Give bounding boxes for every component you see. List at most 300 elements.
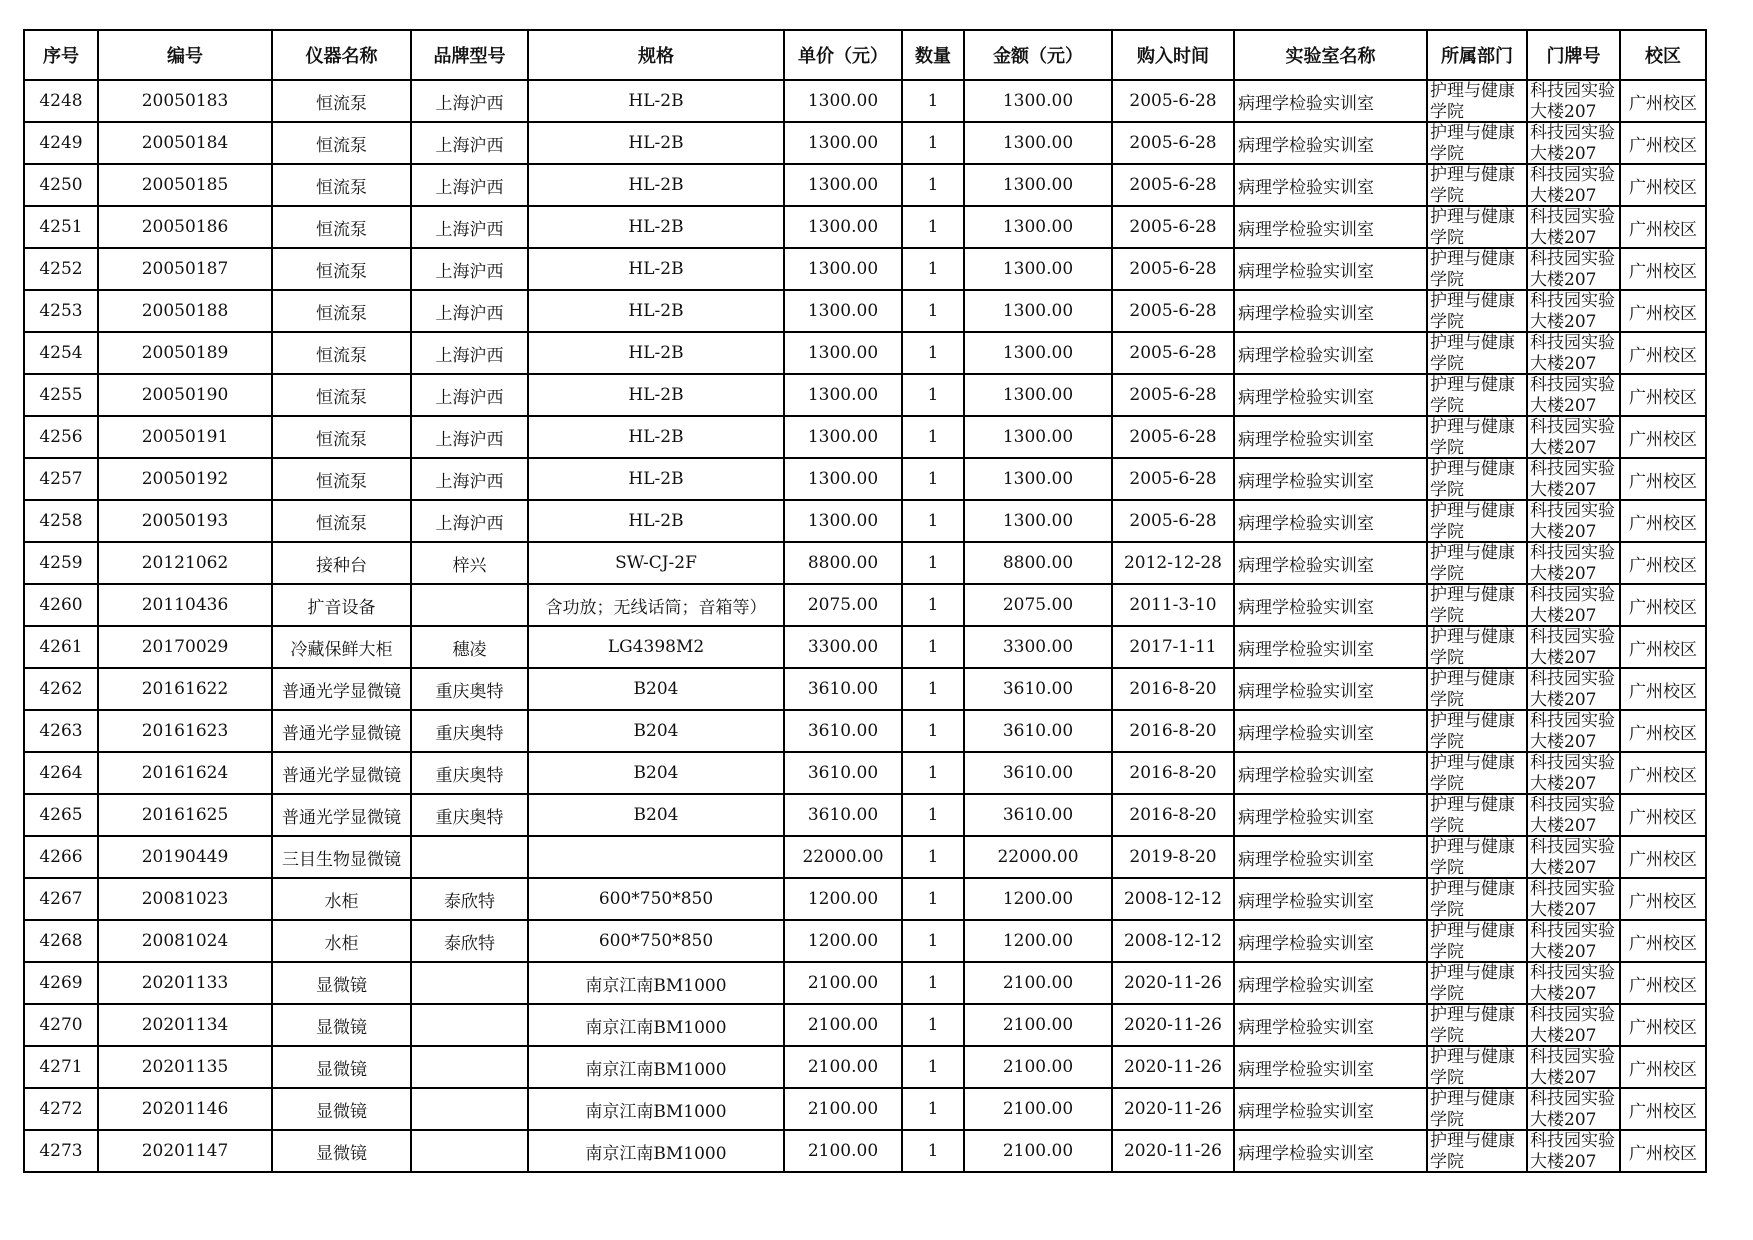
lab-name-cell: 病理学检验实训室 (1234, 458, 1427, 500)
table-row (24, 836, 1706, 878)
room-number-text: 科技园实验大楼207 (1530, 1047, 1615, 1087)
room-number-cell (1527, 248, 1620, 290)
brand-model-cell: 上海沪西 (411, 374, 528, 416)
department-cell (1427, 920, 1527, 962)
index-cell: 4266 (24, 836, 98, 878)
table-row (24, 920, 1706, 962)
department-text: 护理与健康学院 (1430, 207, 1515, 247)
asset-number-cell: 20050184 (98, 122, 272, 164)
room-number-text: 科技园实验大楼207 (1530, 711, 1615, 751)
index-cell: 4268 (24, 920, 98, 962)
unit-price-cell: 1200.00 (784, 920, 902, 962)
department-cell (1427, 122, 1527, 164)
purchase-date-cell: 2020-11-26 (1112, 1004, 1234, 1046)
asset-number-cell: 20161623 (98, 710, 272, 752)
amount-cell: 22000.00 (964, 836, 1112, 878)
campus-cell: 广州校区 (1620, 962, 1706, 1004)
purchase-date-cell: 2020-11-26 (1112, 1130, 1234, 1172)
asset-number-cell: 20201135 (98, 1046, 272, 1088)
unit-price-cell: 2100.00 (784, 1130, 902, 1172)
header-row (24, 30, 1706, 80)
table-row (24, 1088, 1706, 1130)
lab-name-cell: 病理学检验实训室 (1234, 1130, 1427, 1172)
amount-cell: 1300.00 (964, 500, 1112, 542)
purchase-date-cell: 2005-6-28 (1112, 164, 1234, 206)
brand-model-cell: 上海沪西 (411, 164, 528, 206)
room-number-cell (1527, 1130, 1620, 1172)
department-cell (1427, 500, 1527, 542)
department-text: 护理与健康学院 (1430, 1005, 1515, 1045)
index-cell: 4265 (24, 794, 98, 836)
instrument-name-cell: 接种台 (272, 542, 411, 584)
brand-model-cell: 上海沪西 (411, 80, 528, 122)
unit-price-cell: 1300.00 (784, 458, 902, 500)
asset-number-cell: 20201134 (98, 1004, 272, 1046)
unit-price-cell: 2100.00 (784, 962, 902, 1004)
lab-name-cell: 病理学检验实训室 (1234, 836, 1427, 878)
amount-cell: 1300.00 (964, 80, 1112, 122)
specification-cell: HL-2B (528, 290, 784, 332)
unit-price-cell: 2075.00 (784, 584, 902, 626)
brand-model-cell: 泰欣特 (411, 920, 528, 962)
brand-model-cell: 上海沪西 (411, 458, 528, 500)
amount-cell: 2100.00 (964, 1130, 1112, 1172)
department-text: 护理与健康学院 (1430, 543, 1515, 583)
instrument-name-cell: 水柜 (272, 920, 411, 962)
asset-number-cell: 20190449 (98, 836, 272, 878)
department-text: 护理与健康学院 (1430, 1131, 1515, 1171)
purchase-date-cell: 2016-8-20 (1112, 794, 1234, 836)
amount-cell: 3610.00 (964, 794, 1112, 836)
campus-cell: 广州校区 (1620, 290, 1706, 332)
col-header-department: 所属部门 (1427, 30, 1527, 80)
room-number-text: 科技园实验大楼207 (1530, 333, 1615, 373)
lab-name-cell: 病理学检验实训室 (1234, 1088, 1427, 1130)
col-header-room-number: 门牌号 (1527, 30, 1620, 80)
quantity-cell: 1 (902, 374, 964, 416)
table-row (24, 206, 1706, 248)
instrument-name-cell: 冷藏保鲜大柜 (272, 626, 411, 668)
instrument-name-cell: 三目生物显微镜 (272, 836, 411, 878)
instrument-name-cell: 恒流泵 (272, 122, 411, 164)
lab-name-cell: 病理学检验实训室 (1234, 80, 1427, 122)
instrument-name-cell: 恒流泵 (272, 332, 411, 374)
department-cell (1427, 962, 1527, 1004)
amount-cell: 3610.00 (964, 752, 1112, 794)
specification-cell: HL-2B (528, 206, 784, 248)
specification-cell: HL-2B (528, 458, 784, 500)
brand-model-cell: 上海沪西 (411, 206, 528, 248)
department-cell (1427, 878, 1527, 920)
department-text: 护理与健康学院 (1430, 837, 1515, 877)
room-number-cell (1527, 458, 1620, 500)
unit-price-cell: 22000.00 (784, 836, 902, 878)
index-cell: 4250 (24, 164, 98, 206)
table-row (24, 1130, 1706, 1172)
brand-model-cell: 重庆奥特 (411, 710, 528, 752)
campus-cell: 广州校区 (1620, 920, 1706, 962)
lab-name-cell: 病理学检验实训室 (1234, 248, 1427, 290)
asset-number-cell: 20050189 (98, 332, 272, 374)
asset-number-cell: 20081023 (98, 878, 272, 920)
purchase-date-cell: 2005-6-28 (1112, 248, 1234, 290)
brand-model-cell: 上海沪西 (411, 416, 528, 458)
department-text: 护理与健康学院 (1430, 669, 1515, 709)
purchase-date-cell: 2016-8-20 (1112, 668, 1234, 710)
amount-cell: 3610.00 (964, 710, 1112, 752)
asset-number-cell: 20050192 (98, 458, 272, 500)
room-number-text: 科技园实验大楼207 (1530, 1089, 1615, 1129)
room-number-text: 科技园实验大楼207 (1530, 249, 1615, 289)
department-text: 护理与健康学院 (1430, 81, 1515, 121)
specification-cell: HL-2B (528, 416, 784, 458)
table-row (24, 416, 1706, 458)
room-number-cell (1527, 584, 1620, 626)
room-number-cell (1527, 668, 1620, 710)
table-row (24, 332, 1706, 374)
room-number-text: 科技园实验大楼207 (1530, 879, 1615, 919)
amount-cell: 1300.00 (964, 164, 1112, 206)
table-row (24, 500, 1706, 542)
room-number-text: 科技园实验大楼207 (1530, 375, 1615, 415)
amount-cell: 2100.00 (964, 1046, 1112, 1088)
room-number-text: 科技园实验大楼207 (1530, 1131, 1615, 1171)
quantity-cell: 1 (902, 332, 964, 374)
lab-name-cell: 病理学检验实训室 (1234, 290, 1427, 332)
campus-cell: 广州校区 (1620, 206, 1706, 248)
department-text: 护理与健康学院 (1430, 585, 1515, 625)
department-text: 护理与健康学院 (1430, 795, 1515, 835)
lab-name-cell: 病理学检验实训室 (1234, 332, 1427, 374)
quantity-cell: 1 (902, 206, 964, 248)
room-number-text: 科技园实验大楼207 (1530, 963, 1615, 1003)
brand-model-cell: 上海沪西 (411, 500, 528, 542)
amount-cell: 3300.00 (964, 626, 1112, 668)
campus-cell: 广州校区 (1620, 458, 1706, 500)
room-number-cell (1527, 962, 1620, 1004)
room-number-text: 科技园实验大楼207 (1530, 585, 1615, 625)
department-cell (1427, 206, 1527, 248)
lab-name-cell: 病理学检验实训室 (1234, 542, 1427, 584)
specification-cell (528, 836, 784, 878)
instrument-name-cell: 扩音设备 (272, 584, 411, 626)
brand-model-cell: 重庆奥特 (411, 752, 528, 794)
index-cell: 4261 (24, 626, 98, 668)
table-row (24, 122, 1706, 164)
room-number-cell (1527, 1088, 1620, 1130)
unit-price-cell: 2100.00 (784, 1088, 902, 1130)
instrument-name-cell: 普通光学显微镜 (272, 668, 411, 710)
asset-number-cell: 20050193 (98, 500, 272, 542)
room-number-cell (1527, 206, 1620, 248)
room-number-text: 科技园实验大楼207 (1530, 795, 1615, 835)
amount-cell: 1300.00 (964, 416, 1112, 458)
room-number-cell (1527, 878, 1620, 920)
department-text: 护理与健康学院 (1430, 249, 1515, 289)
purchase-date-cell: 2020-11-26 (1112, 1046, 1234, 1088)
department-text: 护理与健康学院 (1430, 165, 1515, 205)
campus-cell: 广州校区 (1620, 836, 1706, 878)
campus-cell: 广州校区 (1620, 794, 1706, 836)
department-cell (1427, 374, 1527, 416)
instrument-name-cell: 恒流泵 (272, 290, 411, 332)
lab-name-cell: 病理学检验实训室 (1234, 920, 1427, 962)
table-row (24, 80, 1706, 122)
asset-number-cell: 20050188 (98, 290, 272, 332)
lab-name-cell: 病理学检验实训室 (1234, 374, 1427, 416)
table-row (24, 1046, 1706, 1088)
unit-price-cell: 2100.00 (784, 1046, 902, 1088)
col-header-unit-price: 单价（元） (784, 30, 902, 80)
room-number-cell (1527, 794, 1620, 836)
amount-cell: 1300.00 (964, 206, 1112, 248)
unit-price-cell: 3610.00 (784, 752, 902, 794)
brand-model-cell (411, 1004, 528, 1046)
department-cell (1427, 1046, 1527, 1088)
room-number-text: 科技园实验大楼207 (1530, 291, 1615, 331)
purchase-date-cell: 2005-6-28 (1112, 500, 1234, 542)
instrument-name-cell: 恒流泵 (272, 500, 411, 542)
department-cell (1427, 710, 1527, 752)
department-cell (1427, 752, 1527, 794)
specification-cell: B204 (528, 752, 784, 794)
asset-number-cell: 20050190 (98, 374, 272, 416)
asset-number-cell: 20161622 (98, 668, 272, 710)
brand-model-cell (411, 584, 528, 626)
index-cell: 4253 (24, 290, 98, 332)
department-text: 护理与健康学院 (1430, 417, 1515, 457)
index-cell: 4263 (24, 710, 98, 752)
instrument-name-cell: 普通光学显微镜 (272, 794, 411, 836)
asset-number-cell: 20201146 (98, 1088, 272, 1130)
purchase-date-cell: 2016-8-20 (1112, 752, 1234, 794)
instrument-name-cell: 恒流泵 (272, 164, 411, 206)
campus-cell: 广州校区 (1620, 1130, 1706, 1172)
index-cell: 4264 (24, 752, 98, 794)
room-number-text: 科技园实验大楼207 (1530, 123, 1615, 163)
table-row (24, 374, 1706, 416)
unit-price-cell: 1300.00 (784, 416, 902, 458)
index-cell: 4248 (24, 80, 98, 122)
room-number-text: 科技园实验大楼207 (1530, 669, 1615, 709)
department-cell (1427, 290, 1527, 332)
brand-model-cell: 梓兴 (411, 542, 528, 584)
table-row (24, 542, 1706, 584)
purchase-date-cell: 2005-6-28 (1112, 206, 1234, 248)
purchase-date-cell: 2005-6-28 (1112, 416, 1234, 458)
purchase-date-cell: 2020-11-26 (1112, 962, 1234, 1004)
room-number-cell (1527, 542, 1620, 584)
department-cell (1427, 584, 1527, 626)
instrument-name-cell: 恒流泵 (272, 206, 411, 248)
lab-name-cell: 病理学检验实训室 (1234, 416, 1427, 458)
quantity-cell: 1 (902, 626, 964, 668)
index-cell: 4267 (24, 878, 98, 920)
asset-number-cell: 20050187 (98, 248, 272, 290)
unit-price-cell: 1300.00 (784, 248, 902, 290)
table-header (24, 30, 1706, 80)
index-cell: 4260 (24, 584, 98, 626)
lab-name-cell: 病理学检验实训室 (1234, 584, 1427, 626)
room-number-cell (1527, 710, 1620, 752)
table-row (24, 668, 1706, 710)
specification-cell: HL-2B (528, 80, 784, 122)
quantity-cell: 1 (902, 920, 964, 962)
table-row (24, 710, 1706, 752)
table-row (24, 290, 1706, 332)
room-number-cell (1527, 920, 1620, 962)
unit-price-cell: 1300.00 (784, 374, 902, 416)
index-cell: 4255 (24, 374, 98, 416)
brand-model-cell: 上海沪西 (411, 290, 528, 332)
specification-cell: 600*750*850 (528, 920, 784, 962)
amount-cell: 1300.00 (964, 122, 1112, 164)
index-cell: 4270 (24, 1004, 98, 1046)
asset-number-cell: 20201133 (98, 962, 272, 1004)
lab-name-cell: 病理学检验实训室 (1234, 752, 1427, 794)
amount-cell: 3610.00 (964, 668, 1112, 710)
specification-cell: HL-2B (528, 164, 784, 206)
col-header-asset-number: 编号 (98, 30, 272, 80)
department-cell (1427, 836, 1527, 878)
instrument-name-cell: 显微镜 (272, 1004, 411, 1046)
unit-price-cell: 1300.00 (784, 332, 902, 374)
index-cell: 4251 (24, 206, 98, 248)
unit-price-cell: 1300.00 (784, 206, 902, 248)
index-cell: 4252 (24, 248, 98, 290)
unit-price-cell: 1200.00 (784, 878, 902, 920)
room-number-cell (1527, 500, 1620, 542)
amount-cell: 2100.00 (964, 962, 1112, 1004)
department-cell (1427, 416, 1527, 458)
asset-number-cell: 20201147 (98, 1130, 272, 1172)
department-text: 护理与健康学院 (1430, 333, 1515, 373)
unit-price-cell: 1300.00 (784, 500, 902, 542)
room-number-text: 科技园实验大楼207 (1530, 837, 1615, 877)
purchase-date-cell: 2005-6-28 (1112, 80, 1234, 122)
lab-name-cell: 病理学检验实训室 (1234, 500, 1427, 542)
unit-price-cell: 2100.00 (784, 1004, 902, 1046)
instrument-name-cell: 显微镜 (272, 1088, 411, 1130)
lab-name-cell: 病理学检验实训室 (1234, 1046, 1427, 1088)
department-cell (1427, 668, 1527, 710)
purchase-date-cell: 2017-1-11 (1112, 626, 1234, 668)
instrument-name-cell: 普通光学显微镜 (272, 710, 411, 752)
brand-model-cell: 上海沪西 (411, 122, 528, 164)
instrument-name-cell: 显微镜 (272, 1046, 411, 1088)
lab-name-cell: 病理学检验实训室 (1234, 626, 1427, 668)
room-number-text: 科技园实验大楼207 (1530, 165, 1615, 205)
specification-cell: B204 (528, 668, 784, 710)
brand-model-cell: 穗凌 (411, 626, 528, 668)
department-cell (1427, 164, 1527, 206)
campus-cell: 广州校区 (1620, 80, 1706, 122)
campus-cell: 广州校区 (1620, 500, 1706, 542)
specification-cell: HL-2B (528, 332, 784, 374)
purchase-date-cell: 2005-6-28 (1112, 332, 1234, 374)
campus-cell: 广州校区 (1620, 668, 1706, 710)
instrument-name-cell: 显微镜 (272, 962, 411, 1004)
quantity-cell: 1 (902, 710, 964, 752)
unit-price-cell: 1300.00 (784, 80, 902, 122)
lab-name-cell: 病理学检验实训室 (1234, 206, 1427, 248)
instrument-name-cell: 显微镜 (272, 1130, 411, 1172)
quantity-cell: 1 (902, 794, 964, 836)
department-cell (1427, 248, 1527, 290)
table-row (24, 458, 1706, 500)
instrument-name-cell: 恒流泵 (272, 374, 411, 416)
room-number-cell (1527, 626, 1620, 668)
department-cell (1427, 1130, 1527, 1172)
index-cell: 4262 (24, 668, 98, 710)
campus-cell: 广州校区 (1620, 584, 1706, 626)
instrument-name-cell: 恒流泵 (272, 458, 411, 500)
specification-cell: B204 (528, 794, 784, 836)
department-cell (1427, 542, 1527, 584)
room-number-cell (1527, 332, 1620, 374)
quantity-cell: 1 (902, 878, 964, 920)
index-cell: 4258 (24, 500, 98, 542)
asset-number-cell: 20121062 (98, 542, 272, 584)
department-cell (1427, 80, 1527, 122)
col-header-lab-name: 实验室名称 (1234, 30, 1427, 80)
department-text: 护理与健康学院 (1430, 963, 1515, 1003)
asset-number-cell: 20050186 (98, 206, 272, 248)
lab-name-cell: 病理学检验实训室 (1234, 878, 1427, 920)
quantity-cell: 1 (902, 752, 964, 794)
amount-cell: 1200.00 (964, 878, 1112, 920)
campus-cell: 广州校区 (1620, 416, 1706, 458)
amount-cell: 2100.00 (964, 1004, 1112, 1046)
campus-cell: 广州校区 (1620, 626, 1706, 668)
amount-cell: 2075.00 (964, 584, 1112, 626)
brand-model-cell: 泰欣特 (411, 878, 528, 920)
brand-model-cell (411, 1130, 528, 1172)
quantity-cell: 1 (902, 836, 964, 878)
asset-number-cell: 20110436 (98, 584, 272, 626)
campus-cell: 广州校区 (1620, 878, 1706, 920)
brand-model-cell: 重庆奥特 (411, 794, 528, 836)
index-cell: 4271 (24, 1046, 98, 1088)
purchase-date-cell: 2008-12-12 (1112, 920, 1234, 962)
room-number-text: 科技园实验大楼207 (1530, 501, 1615, 541)
specification-cell: 南京江南BM1000 (528, 1130, 784, 1172)
specification-cell: 南京江南BM1000 (528, 1004, 784, 1046)
table-row (24, 248, 1706, 290)
lab-name-cell: 病理学检验实训室 (1234, 710, 1427, 752)
amount-cell: 1200.00 (964, 920, 1112, 962)
room-number-text: 科技园实验大楼207 (1530, 459, 1615, 499)
specification-cell: 南京江南BM1000 (528, 1088, 784, 1130)
table-row (24, 962, 1706, 1004)
quantity-cell: 1 (902, 1088, 964, 1130)
department-text: 护理与健康学院 (1430, 753, 1515, 793)
campus-cell: 广州校区 (1620, 122, 1706, 164)
lab-name-cell: 病理学检验实训室 (1234, 962, 1427, 1004)
room-number-text: 科技园实验大楼207 (1530, 627, 1615, 667)
room-number-text: 科技园实验大楼207 (1530, 81, 1615, 121)
department-text: 护理与健康学院 (1430, 459, 1515, 499)
brand-model-cell: 上海沪西 (411, 248, 528, 290)
quantity-cell: 1 (902, 458, 964, 500)
brand-model-cell (411, 1088, 528, 1130)
purchase-date-cell: 2005-6-28 (1112, 458, 1234, 500)
campus-cell: 广州校区 (1620, 374, 1706, 416)
table-row (24, 164, 1706, 206)
room-number-cell (1527, 80, 1620, 122)
quantity-cell: 1 (902, 80, 964, 122)
equipment-table (23, 29, 1707, 1173)
